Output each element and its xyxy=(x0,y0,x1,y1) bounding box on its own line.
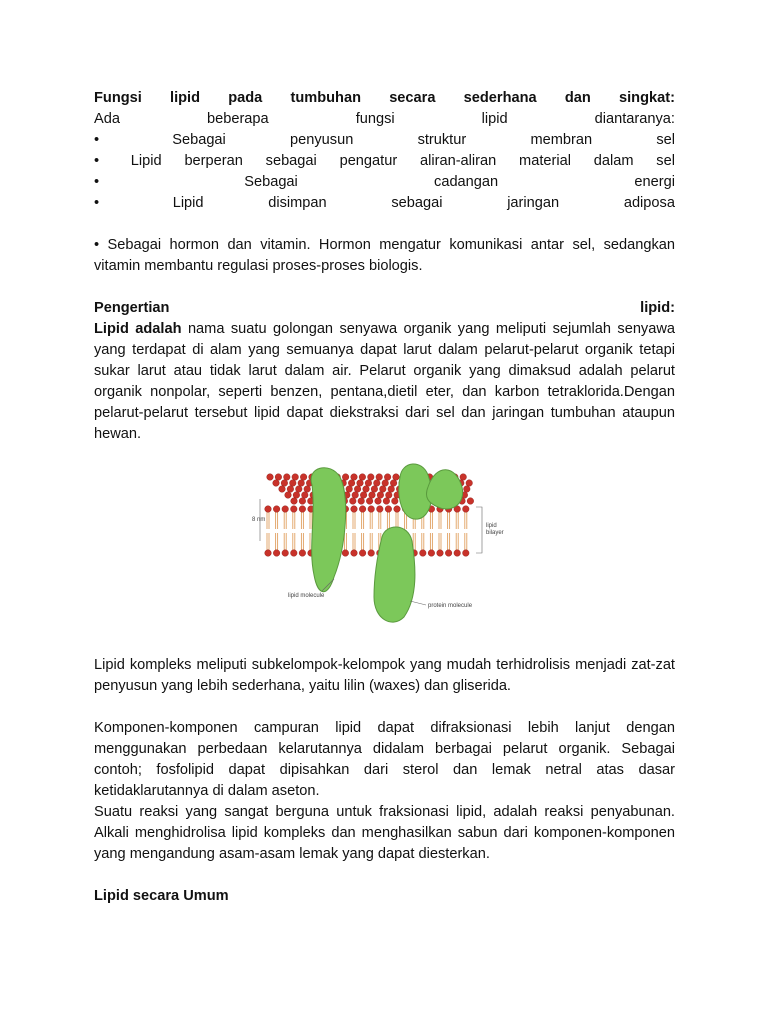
label-bilayer-line1: lipid xyxy=(486,523,497,529)
lipid-head xyxy=(445,550,452,557)
lipid-head xyxy=(360,492,367,499)
lipid-head xyxy=(464,486,471,493)
lipid-head xyxy=(273,506,280,513)
lipid-head xyxy=(460,474,467,481)
lipid-head xyxy=(282,506,289,513)
bullet-word: sebagai xyxy=(391,195,443,211)
bullet-mark: • xyxy=(94,153,100,169)
lipid-head xyxy=(342,550,349,557)
lipid-head xyxy=(463,506,470,513)
lipid-head xyxy=(368,550,375,557)
bullet-word: Lipid xyxy=(172,195,204,211)
bullet-word: Sebagai xyxy=(244,174,298,190)
title-word: pada xyxy=(228,90,263,106)
lipid-head xyxy=(300,474,307,481)
lipid-head xyxy=(388,486,395,493)
bullet-word: sebagai xyxy=(265,153,317,169)
lipid-head xyxy=(375,498,382,505)
lipid-head xyxy=(380,486,387,493)
lipid-head xyxy=(265,550,272,557)
lipid-head xyxy=(354,486,361,493)
bullet-item xyxy=(94,130,675,151)
bullet-word: sel xyxy=(656,153,675,169)
lipid-head xyxy=(363,486,370,493)
lipid-head xyxy=(384,474,391,481)
lipid-head xyxy=(273,550,280,557)
lipid-head xyxy=(279,486,286,493)
hormone-text: Sebagai hormon dan vitamin. Hormon mengatur komunikasi antar sel, sedangkan vitamin membantu regulasi proses-proses biologis. xyxy=(94,237,675,274)
section-title-fungsi xyxy=(94,88,675,109)
lipid-head xyxy=(348,480,355,487)
lipid-head xyxy=(291,550,298,557)
lipid-head xyxy=(351,474,358,481)
lipid-head xyxy=(284,474,291,481)
bullet-mark: • xyxy=(94,237,100,253)
label-protein-molecule: protein molecule xyxy=(428,603,473,609)
lipid-head xyxy=(385,506,392,513)
lipid-head xyxy=(428,550,435,557)
definition-paragraph xyxy=(94,319,675,445)
bullet-word: cadangan xyxy=(434,174,499,190)
lipid-head xyxy=(282,550,289,557)
lipid-head xyxy=(299,550,306,557)
lipid-head xyxy=(376,474,383,481)
lipid-head xyxy=(342,474,349,481)
bullet-mark: • xyxy=(94,174,100,190)
title-word: Fungsi xyxy=(94,90,142,106)
lipid-head xyxy=(357,480,364,487)
title-word: lipid xyxy=(170,90,201,106)
lipid-head xyxy=(299,506,306,513)
lipid-head xyxy=(285,492,292,499)
lipid-head xyxy=(359,550,366,557)
membrane-figure xyxy=(250,457,518,629)
lipid-head xyxy=(304,486,311,493)
lipid-head xyxy=(293,492,300,499)
lipid-head xyxy=(273,480,280,487)
lipid-head xyxy=(393,474,400,481)
intro-word: Ada xyxy=(94,111,120,127)
lipid-head xyxy=(377,506,384,513)
lipid-head xyxy=(302,492,309,499)
bullet-word: membran xyxy=(530,132,593,148)
heading-left: Pengertian xyxy=(94,300,170,316)
lipid-head xyxy=(267,474,274,481)
lipid-head xyxy=(292,474,299,481)
paragraph-lipid-kompleks: Lipid kompleks meliputi subkelompok-kelompok yang mudah terhidrolisis menjadi zat-zat penyusun yang lebih sederhana, yaitu lilin (waxes) dan gliserida. xyxy=(94,657,675,694)
lipid-head xyxy=(394,506,401,513)
bullet-mark: • xyxy=(94,195,100,211)
bullet-word: struktur xyxy=(417,132,467,148)
label-bilayer-line2: bilayer xyxy=(486,530,504,536)
lipid-head xyxy=(371,486,378,493)
lipid-head xyxy=(346,486,353,493)
bullet-word: jaringan xyxy=(507,195,560,211)
intro-line xyxy=(94,109,675,130)
section-heading-umum: Lipid secara Umum xyxy=(94,888,229,904)
lipid-head xyxy=(359,506,366,513)
bullet-item xyxy=(94,151,675,172)
definition-body: nama suatu golongan senyawa organik yang meliputi sejumlah senyawa yang terdapat di alam yang semuanya dapat larut dalam pelarut-pelarut organik tetapi sukar larut atau tidak larut dalam air. Pelarut organik yang dimaksud adalah pelarut organik nonpolar, seperti benzen, pentana,dietil eter, dan karbon tetraklorida.Dengan pelarut-pelarut tersebut lipid dapat diekstraksi dari sel dan jaringan tumbuhan ataupun hewan. xyxy=(94,321,676,442)
lipid-head xyxy=(368,474,375,481)
lipid-head xyxy=(420,550,427,557)
label-lipid-molecule: lipid molecule xyxy=(288,593,325,599)
lipid-head xyxy=(350,498,357,505)
label-thickness: 8 nm xyxy=(252,517,266,523)
lipid-head xyxy=(390,480,397,487)
lipid-head xyxy=(437,550,444,557)
lipid-head xyxy=(377,492,384,499)
lipid-head xyxy=(352,492,359,499)
definition-lead: Lipid adalah xyxy=(94,321,182,337)
intro-word: diantaranya: xyxy=(594,111,675,127)
lipid-head xyxy=(291,498,298,505)
hormone-bullet xyxy=(94,235,675,277)
title-word: secara xyxy=(389,90,436,106)
bullet-word: disimpan xyxy=(268,195,327,211)
bullet-word: dalam xyxy=(593,153,634,169)
lipid-head xyxy=(290,480,297,487)
bullet-word: adiposa xyxy=(623,195,675,211)
bullet-word: material xyxy=(519,153,571,169)
lipid-head xyxy=(368,506,375,513)
bullet-item xyxy=(94,172,675,193)
bullet-word: aliran-aliran xyxy=(420,153,497,169)
lipid-head xyxy=(374,480,381,487)
lipid-head xyxy=(466,480,473,487)
title-word: sederhana xyxy=(463,90,537,106)
lipid-head xyxy=(366,498,373,505)
paragraph-penyabunan: Suatu reaksi yang sangat berguna untuk fraksionasi lipid, adalah reaksi penyabunan. Alkali menghidrolisa lipid kompleks dan menghasilkan sabun dari komponen-komponen yang mengandung asam-asam lemak yang dapat diesterkan. xyxy=(94,804,675,862)
intro-word: lipid xyxy=(481,111,508,127)
lipid-head xyxy=(359,474,366,481)
lipid-head xyxy=(382,480,389,487)
lipid-head xyxy=(365,480,372,487)
lipid-head xyxy=(265,506,272,513)
bullet-word: Lipid xyxy=(130,153,162,169)
lipid-bilayer-illustration xyxy=(250,457,518,629)
bullet-mark: • xyxy=(94,132,100,148)
lipid-head xyxy=(281,480,288,487)
intro-word: beberapa xyxy=(206,111,269,127)
lipid-head xyxy=(467,498,474,505)
bullet-word: Sebagai xyxy=(172,132,226,148)
bullet-word: pengatur xyxy=(339,153,398,169)
bullet-word: energi xyxy=(634,174,675,190)
bullet-item xyxy=(94,193,675,214)
bullet-word: penyusun xyxy=(290,132,354,148)
lipid-head xyxy=(296,486,303,493)
lipid-head xyxy=(299,498,306,505)
lipid-head xyxy=(287,486,294,493)
paragraph-fraksionasi: Komponen-komponen campuran lipid dapat difraksionasi lebih lanjut dengan menggunakan perbedaan kelarutannya didalam berbagai pelarut organik. Sebagai contoh; fosfolipid dapat dipisahkan dari sterol dan lemak netral atas dasar ketidaklarutannya di dalam aseton. xyxy=(94,720,675,799)
bullet-word: sel xyxy=(656,132,675,148)
section-heading-pengertian xyxy=(94,298,675,319)
title-word: singkat: xyxy=(618,90,675,106)
lipid-head xyxy=(369,492,376,499)
lipid-head xyxy=(454,550,461,557)
lipid-head xyxy=(291,506,298,513)
bullet-word: berperan xyxy=(184,153,243,169)
lipid-head xyxy=(386,492,393,499)
lipid-head xyxy=(463,550,470,557)
lipid-head xyxy=(351,550,358,557)
title-word: dan xyxy=(564,90,591,106)
intro-word: fungsi xyxy=(355,111,395,127)
heading-right: lipid: xyxy=(640,300,675,316)
lipid-head xyxy=(298,480,305,487)
lipid-head xyxy=(351,506,358,513)
lipid-head xyxy=(392,498,399,505)
title-word: tumbuhan xyxy=(290,90,361,106)
lipid-head xyxy=(275,474,282,481)
lipid-head xyxy=(383,498,390,505)
lipid-head xyxy=(358,498,365,505)
function-bullet-list xyxy=(94,130,675,214)
